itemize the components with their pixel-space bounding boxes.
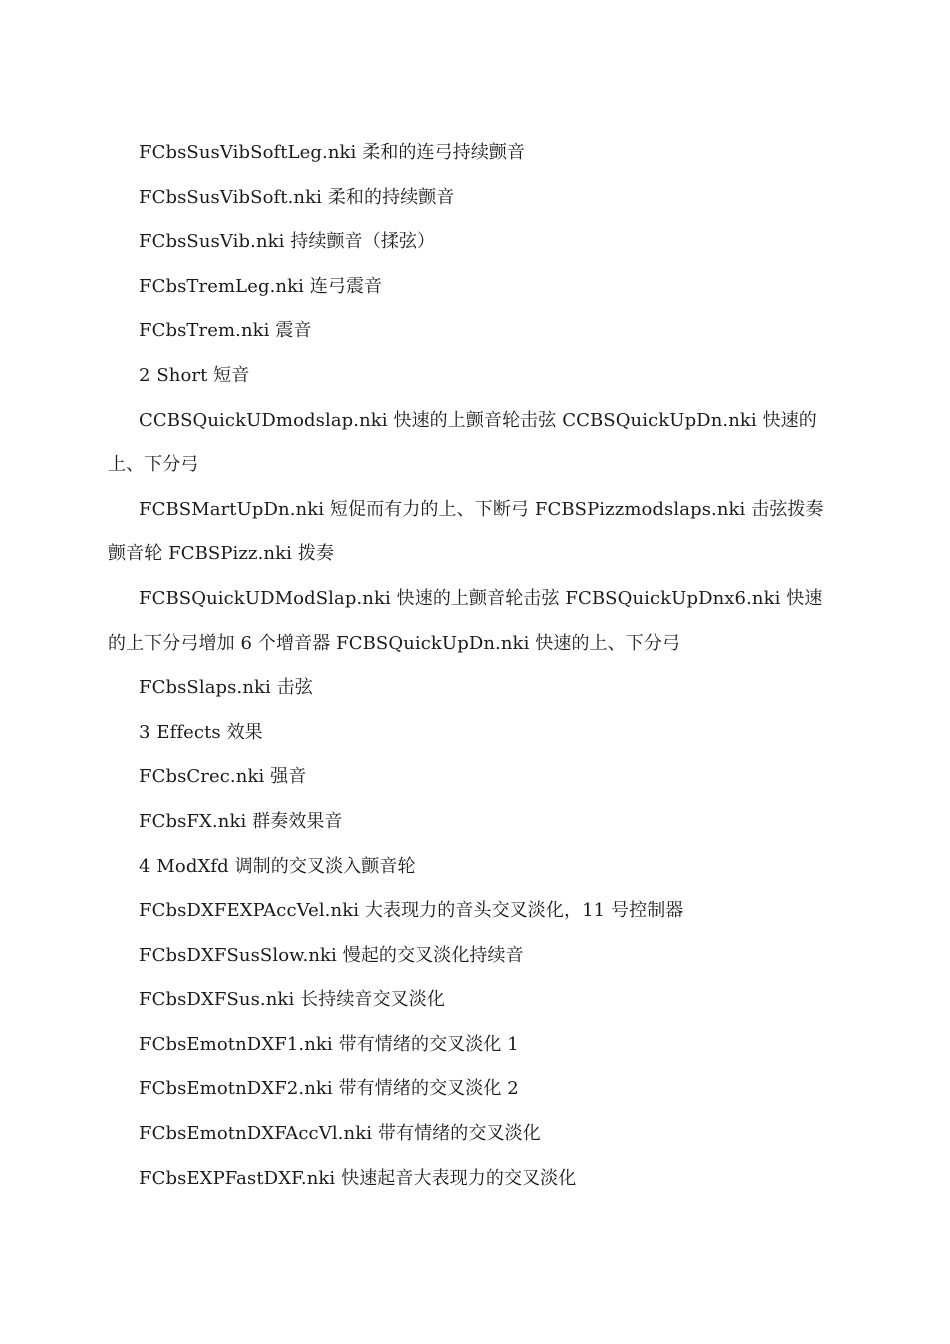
text-line: FCbsTrem.nki 震音 [139, 320, 312, 342]
text-line: FCbsDXFSusSlow.nki 慢起的交叉淡化持续音 [139, 944, 524, 966]
text-line: FCBSMartUpDn.nki 短促而有力的上、下断弓 FCBSPizzmodslaps.nki 击弦拨奏颤音轮 FCBSPizz.nki 拨奏 [108, 498, 824, 565]
text-line: FCbsEmotnDXF2.nki 带有情绪的交叉淡化 2 [139, 1078, 519, 1100]
text-line: FCbsDXFEXPAccVel.nki 大表现力的音头交叉淡化，11 号控制器 [139, 900, 684, 922]
text-line: CCBSQuickUDmodslap.nki 快速的上颤音轮击弦 CCBSQuickUpDn.nki 快速的上、下分弓 [108, 409, 817, 476]
text-line: FCbsCrec.nki 强音 [139, 766, 307, 788]
text-line: FCbsDXFSus.nki 长持续音交叉淡化 [139, 989, 445, 1011]
text-line: FCBSQuickUDModSlap.nki 快速的上颤音轮击弦 FCBSQuickUpDnx6.nki 快速的上下分弓增加 6 个增音器 FCBSQuickUpDn.nki 快速的上、下分弓 [108, 587, 823, 654]
text-line: FCbsEXPFastDXF.nki 快速起音大表现力的交叉淡化 [139, 1167, 577, 1189]
section-heading: 3 Effects 效果 [139, 721, 263, 743]
text-line: FCbsSusVibSoftLeg.nki 柔和的连弓持续颤音 [139, 142, 526, 163]
text-line: FCbsEmotnDXF1.nki 带有情绪的交叉淡化 1 [139, 1033, 519, 1055]
text-line: FCbsSusVibSoft.nki 柔和的持续颤音 [139, 186, 455, 208]
section-heading: 4 ModXfd 调制的交叉淡入颤音轮 [139, 855, 416, 877]
text-line: FCbsSlaps.nki 击弦 [139, 677, 313, 699]
text-line: FCbsSusVib.nki 持续颤音（揉弦） [139, 231, 436, 253]
section-heading: 2 Short 短音 [139, 364, 250, 386]
text-line: FCbsFX.nki 群奏效果音 [139, 810, 343, 832]
document-body [108, 131, 838, 1201]
text-line: FCbsTremLeg.nki 连弓震音 [139, 275, 383, 297]
text-line: FCbsEmotnDXFAccVl.nki 带有情绪的交叉淡化 [139, 1123, 541, 1145]
